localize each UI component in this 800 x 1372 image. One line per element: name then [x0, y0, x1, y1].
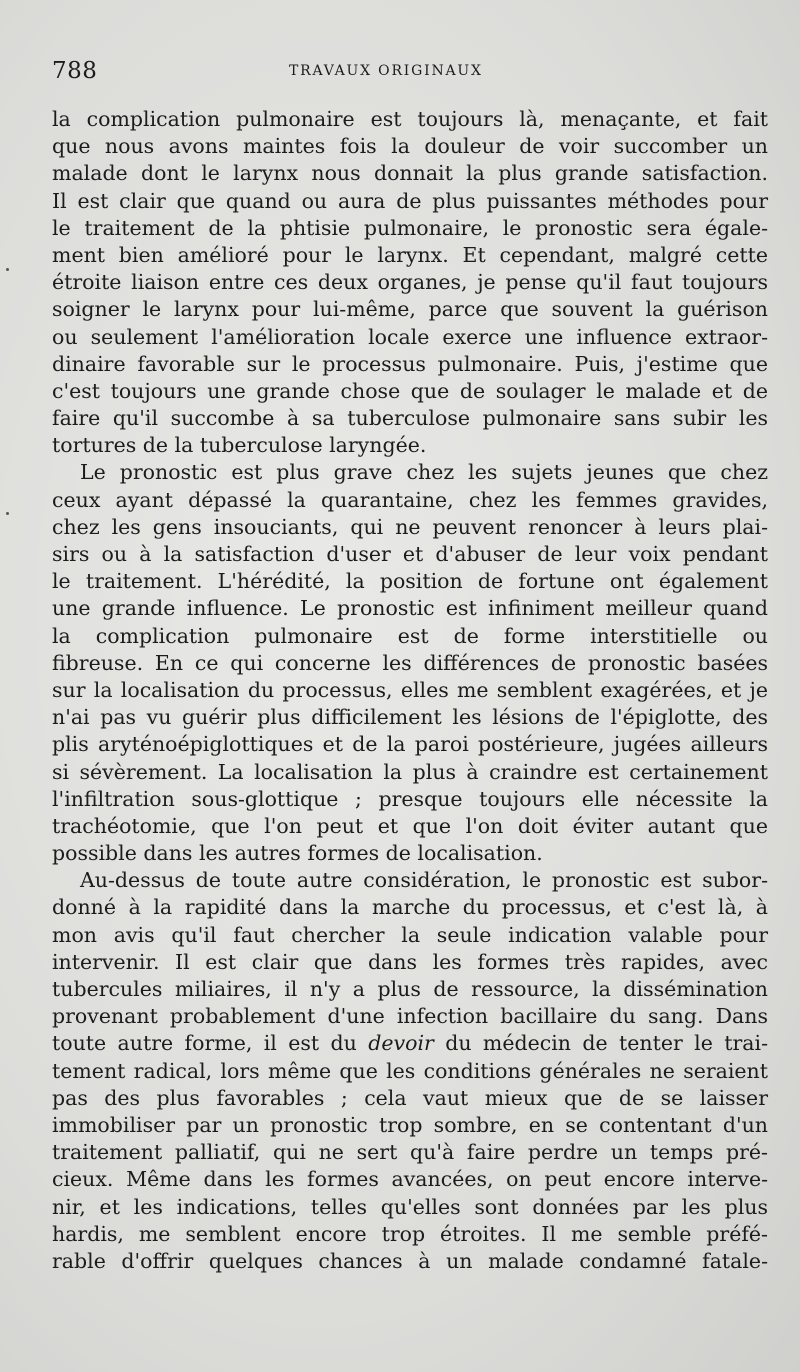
paragraph: [52, 459, 768, 867]
text-line: si sévèrement. La localisation la plus à craindre est certainement: [52, 759, 768, 784]
text-line: une grande influence. Le pronostic est infiniment meilleur quand: [52, 596, 768, 621]
text-line: ou seulement l'amélioration locale exerce une influence extraor-: [52, 324, 768, 349]
text-line: provenant probablement d'une infection bacillaire du sang. Dans: [52, 1004, 768, 1029]
text-line: Au-dessus de toute autre considération, le pronostic est subor-: [80, 868, 768, 893]
text-line: tubercules miliaires, il n'y a plus de ressource, la dissémination: [52, 977, 768, 1001]
text-line: sirs ou à la satisfaction d'user et d'abuser de leur voix pendant: [52, 542, 768, 566]
text-line: Le pronostic est plus grave chez les sujets jeunes que chez: [80, 460, 768, 485]
text-line: tortures de la tuberculose laryngée.: [52, 433, 427, 458]
text-line: immobiliser par un pronostic trop sombre, en se contentant d'un: [52, 1112, 768, 1137]
text-line: n'ai pas vu guérir plus difficilement les lésions de l'épiglotte, des: [52, 705, 768, 730]
text-line: hardis, me semblent encore trop étroites. Il me semble préfé-: [52, 1221, 768, 1246]
paragraph: [52, 106, 768, 459]
text-line: ment bien amélioré pour le larynx. Et cependant, malgré cette: [52, 242, 768, 267]
text-line: rable d'offrir quelques chances à un malade condamné fatale-: [52, 1248, 768, 1273]
text-line: que nous avons maintes fois la douleur de voir succomber un: [52, 134, 768, 159]
text-line: soigner le larynx pour lui-même, parce que souvent la guérison: [52, 297, 768, 322]
text-line: toute autre forme, il est du devoir du médecin de tenter le trai-: [52, 1031, 768, 1056]
text-line: faire qu'il succombe à sa tuberculose pulmonaire sans subir les: [52, 406, 768, 431]
text-line: la complication pulmonaire est toujours là, menaçante, et fait: [52, 107, 768, 131]
text-line: fibreuse. En ce qui concerne les différences de pronostic basées: [52, 650, 768, 675]
text-line: c'est toujours une grande chose que de soulager le malade et de: [52, 378, 768, 403]
text-line: pas des plus favorables ; cela vaut mieux que de se laisser: [52, 1085, 768, 1110]
text-line: la complication pulmonaire est de forme interstitielle ou: [52, 623, 768, 648]
text-line: intervenir. Il est clair que dans les formes très rapides, avec: [52, 949, 768, 974]
page-number: 788: [52, 58, 98, 84]
text-line: étroite liaison entre ces deux organes, je pense qu'il faut toujours: [52, 270, 768, 295]
text-line: mon avis qu'il faut chercher la seule indication valable pour: [52, 922, 768, 947]
text-line: le traitement. L'hérédité, la position de fortune ont également: [52, 569, 768, 594]
text-line: traitement palliatif, qui ne sert qu'à faire perdre un temps pré-: [52, 1140, 768, 1165]
text-line: malade dont le larynx nous donnait la plus grande satisfaction.: [52, 161, 768, 186]
text-line: dinaire favorable sur le processus pulmonaire. Puis, j'estime que: [52, 351, 768, 376]
text-line: plis aryténoépiglottiques et de la paroi postérieure, jugées ailleurs: [52, 732, 768, 757]
running-title: TRAVAUX ORIGINAUX: [289, 63, 483, 79]
text-line: chez les gens insouciants, qui ne peuvent renoncer à leurs plai-: [52, 514, 768, 539]
text-line: nir, et les indications, telles qu'elles sont données par les plus: [52, 1194, 768, 1219]
text-line: le traitement de la phtisie pulmonaire, le pronostic sera égale-: [52, 215, 768, 240]
margin-dot: [6, 268, 9, 271]
text-line: ceux ayant dépassé la quarantaine, chez les femmes gravides,: [52, 487, 768, 512]
page-header: [52, 58, 752, 88]
text-line: sur la localisation du processus, elles me semblent exagérées, et je: [52, 677, 768, 702]
text-line: possible dans les autres formes de localisation.: [52, 841, 543, 866]
body-text: [52, 106, 768, 1275]
text-line: cieux. Même dans les formes avancées, on peut encore interve-: [52, 1167, 768, 1192]
paragraph: [52, 867, 768, 1275]
margin-dot: [6, 512, 9, 515]
text-line: Il est clair que quand ou aura de plus puissantes méthodes pour: [52, 188, 768, 213]
text-line: tement radical, lors même que les conditions générales ne seraient: [52, 1058, 768, 1083]
text-line: donné à la rapidité dans la marche du processus, et c'est là, à: [52, 895, 768, 920]
text-line: trachéotomie, que l'on peut et que l'on doit éviter autant que: [52, 813, 768, 838]
text-line: l'infiltration sous-glottique ; presque toujours elle nécessite la: [52, 786, 768, 811]
